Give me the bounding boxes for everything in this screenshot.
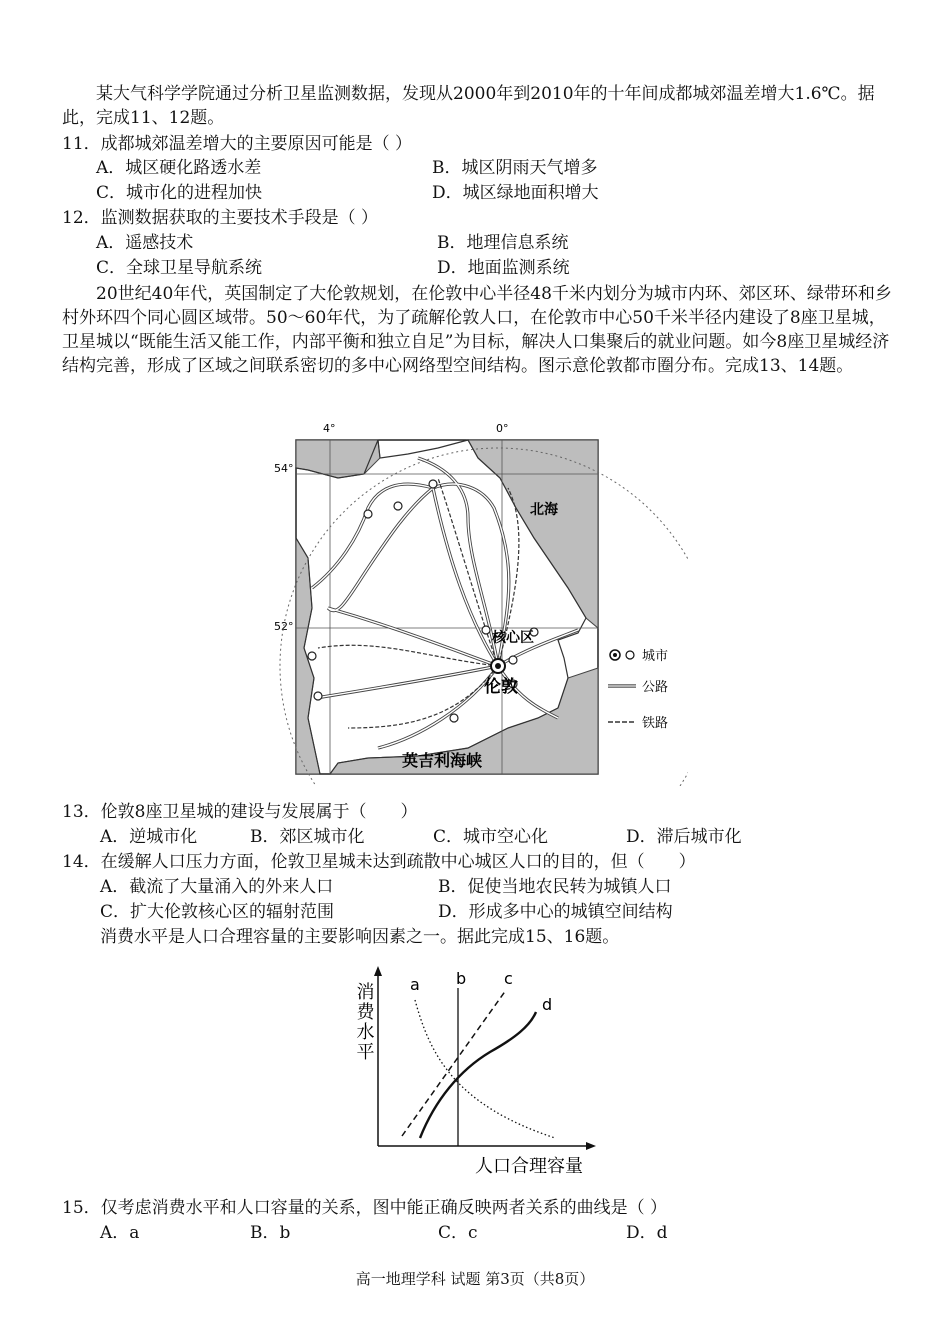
curve-label-b: b [456,969,467,988]
curve-label-d: d [542,995,553,1014]
q12-stem: 12．监测数据获取的主要技术手段是（ ） [62,208,379,228]
london-city-center [495,663,501,669]
intro-paragraph-2: 20世纪40年代，英国制定了大伦敦规划，在伦敦中心半径48千米内划分为城市内环、郊区环、绿带环和乡村外环四个同心圆区域带。50～60年代，为了疏解伦敦人口，在伦敦市中心50千米半径内建设了8座卫星城，卫星城以“既能生活又能工作，内部平衡和独立自足”为目标，解决人口集聚后的就业问题。如今8座卫星城经济结构完善，形成了区域之间联系密切的多中心网络型空间结构。图示意伦敦都市圈分布。完成13、14题。 [62,284,892,376]
q15-option-b: B．b [250,1223,291,1243]
legend-road-label: 公路 [642,680,669,695]
q14-stem: 14．在缓解人口压力方面，伦敦卫星城未达到疏散中心城区人口的目的，但（ ） [62,852,696,872]
lat-label-52: 52° [274,620,294,633]
london-map [268,418,688,786]
q14-option-b: B．促使当地农民转为城镇人口 [438,877,672,897]
intro-paragraph-3: 消费水平是人口合理容量的主要影响因素之一。据此完成15、16题。 [100,927,620,947]
curve-c [402,990,506,1136]
lon-label-0: 0° [496,422,509,435]
q12-option-d: D．地面监测系统 [437,258,570,278]
curve-label-a: a [410,975,420,994]
q13-option-d: D．滞后城市化 [626,827,742,847]
q15-option-a: A．a [100,1223,140,1243]
q14-option-c: C．扩大伦敦核心区的辐射范围 [100,902,335,922]
q13-option-c: C．城市空心化 [433,827,549,847]
q12-option-c: C．全球卫星导航系统 [96,258,263,278]
channel-label: 英吉利海峡 [402,751,483,770]
q11-option-a: A．城区硬化路透水差 [96,158,262,178]
legend-city-label: 城市 [642,649,669,664]
x-axis-label: 人口合理容量 [475,1156,583,1177]
q11-option-c: C．城市化的进程加快 [96,183,263,203]
q15-stem: 15．仅考虑消费水平和人口容量的关系，图中能正确反映两者关系的曲线是（ ） [62,1198,668,1218]
core-area-label: 核心区 [492,630,534,646]
q11-option-d: D．城区绿地面积增大 [432,183,599,203]
lon-label-4: 4° [323,422,336,435]
q13-option-a: A．逆城市化 [100,827,198,847]
curve-d [420,1012,536,1138]
legend-rail-label: 铁路 [642,716,669,731]
q11-option-b: B．城区阴雨天气增多 [432,158,598,178]
london-label: 伦敦 [484,677,518,697]
curve-label-c: c [504,969,513,988]
q12-option-b: B．地理信息系统 [437,233,569,253]
y-axis-label: 消费水平 [353,982,375,1062]
q14-option-a: A．截流了大量涌入的外来人口 [100,877,334,897]
q14-option-d: D．形成多中心的城镇空间结构 [438,902,673,922]
lat-label-54: 54° [274,462,294,475]
q13-stem: 13．伦敦8座卫星城的建设与发展属于（ ） [62,802,418,822]
q13-option-b: B．郊区城市化 [250,827,365,847]
q15-option-c: C．c [438,1223,478,1243]
q15-option-d: D．d [626,1223,668,1243]
north-sea-label: 北海 [530,502,558,518]
q12-option-a: A．遥感技术 [96,233,194,253]
capacity-graph [340,960,620,1182]
page-footer: 高一地理学科 试题 第3页（共8页） [355,1270,595,1288]
q11-stem: 11．成都城郊温差增大的主要原因可能是（ ） [62,134,413,154]
intro-paragraph-1: 某大气科学学院通过分析卫星监测数据，发现从2000年到2010年的十年间成都城郊温差增大1.6℃。据此，完成11、12题。 [62,84,875,128]
